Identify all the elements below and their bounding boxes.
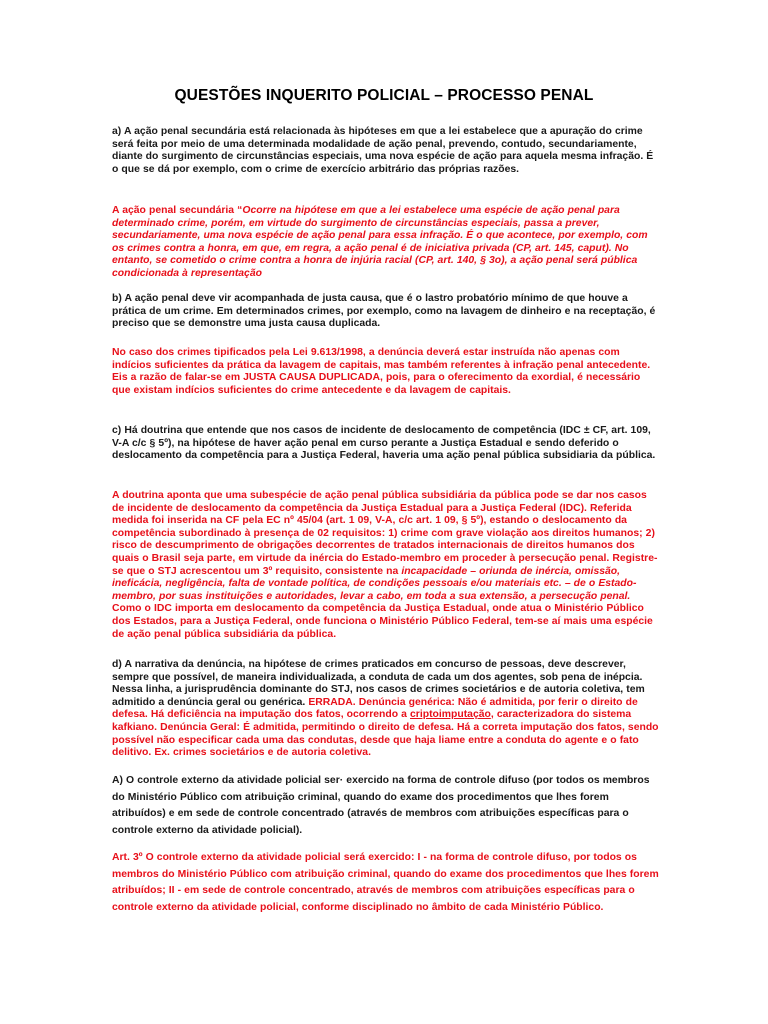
- question-d-text: d) A narrativa da denúncia, na hipótese de crimes praticados em concurso de pessoas, deve descrever, sempre que possível, de maneira individualizada, a conduta de cada um dos agentes, sob pena de inépcia. Nessa linha, a jurisprudência dominante do STJ, nos casos de crimes societários e de autoria coletiva, tem admitido a denúncia geral ou genérica.: [112, 659, 645, 708]
- answer-A: Art. 3º O controle externo da atividade policial será exercido: I - na forma de controle difuso, por todos os membros do Ministério Público com atribuição criminal, quando do exame dos procedimentos que lhes forem atribuídos; II - em sede de controle concentrado, através de membros com atribuições específicas para o controle externo da atividade policial, conforme disciplinado no âmbito de cada Ministério Público.: [112, 852, 659, 913]
- answer-a-intro: A ação penal secundária “: [112, 205, 243, 216]
- question-A: A) O controle externo da atividade policial ser· exercido na forma de controle difuso (por todos os membros do Ministério Público com atribuição criminal, quando do exame dos procedimentos que lhes forem atribuídos) e em sede de controle concentrado (através de membros com atribuições específicas para o controle externo da atividade policial).: [112, 775, 650, 836]
- answer-c: [112, 490, 660, 641]
- answer-c-part-1: A doutrina aponta que uma subespécie de ação penal pública subsidiária da pública pode se dar nos casos de incidente de deslocamento da competência da Justiça Estadual para a Justiça Federal (IDC). Referida medida foi inserida na CF pela EC nº 45/04 (art. 1 09, V-A, c/c art. 1 09, § 5º), estando o deslocamento da competência subordinado à presença de 02 requisitos: 1) crime com grave violação aos direitos humanos; 2) risco de descumprimento de obrigações decorrentes de tratados internacionais de direitos humanos dos quais o Brasil seja parte, em virtude da inércia do Estado-membro em proceder à persecução penal. Registre-se que o STJ acrescentou um 3º requisito, consistente na: [112, 490, 658, 577]
- question-a: a) A ação penal secundária está relacionada às hipóteses em que a lei estabelece que a apuração do crime será feita por meio de uma determinada modalidade de ação penal, prevendo, contudo, secundariamente, diante do surgimento de circunstâncias especiais, uma nova espécie de ação para aquela mesma infração. É o que se dá por exemplo, com o crime de exercício arbitrário das próprias razões.: [112, 126, 654, 175]
- page-title: QUESTÕES INQUERITO POLICIAL – PROCESSO PENAL: [174, 87, 594, 104]
- answer-a: [112, 205, 660, 281]
- question-d: [112, 659, 660, 760]
- answer-d-part-1: ERRADA. Denúncia genérica: Não é admitida, por ferir o direito de defesa. Há deficiência na imputação dos fatos, ocorrendo a: [112, 696, 638, 721]
- answer-a-quote: Ocorre na hipótese em que a lei estabelece uma espécie de ação penal para determinado crime, porém, em virtude do surgimento de circunstâncias especiais, passa a prever, secundariamente, uma nova espécie de ação penal para essa infração. É o que acontece, por exemplo, com os crimes contra a honra, em que, em regra, a ação penal é de iniciativa privada (CP, art. 145, caput). No entanto, se cometido o crime contra a honra de injúria racial (CP, art. 140, § 3o), a ação penal será pública condicionada à representação: [112, 205, 648, 279]
- answer-d-part-2: , caracterizadora do sistema kafkiano. Denúncia Geral: É admitida, permitindo o direito de defesa. Há a correta imputação dos fatos, sendo possível não especificar cada uma das condutas, desde que haja liame entre a conduta do agente e o fato delitivo. Ex. crimes societários e de autoria coletiva.: [112, 709, 659, 759]
- answer-b: No caso dos crimes tipificados pela Lei 9.613/1998, a denúncia deverá estar instruída não apenas com indícios suficientes da prática da lavagem de capitais, mas também referentes à infração penal antecedente. Eis a razão de falar-se em JUSTA CAUSA DUPLICADA, pois, para o oferecimento da exordial, é necessário que existam indícios suficientes do crime antecedente e da lavagem de capitais.: [112, 347, 651, 396]
- answer-c-part-3: Como o IDC importa em deslocamento da competência da Justiça Estadual, onde atua o Ministério Público dos Estados, para a Justiça Federal, onde funciona o Ministério Público Federal, tem-se aí mais uma espécie de ação penal pública subsidiária da pública.: [112, 603, 653, 640]
- question-c: c) Há doutrina que entende que nos casos de incidente de deslocamento de competência (IDC ± CF, art. 109, V-A c/c § 5º), na hipótese de haver ação penal em curso perante a Justiça Estadual e sendo deferido o deslocamento da competência para a Justiça Federal, haveria uma ação penal pública subsidiaria da pública.: [112, 425, 656, 462]
- answer-c-italic: incapacidade – oriunda de inércia, omissão, ineficácia, negligência, falta de vontade política, de condições pessoais e/ou materiais etc. – de o Estado-membro, por suas instituições e autoridades, levar a cabo, em toda a sua extensão, a persecução penal.: [112, 565, 637, 602]
- question-b: b) A ação penal deve vir acompanhada de justa causa, que é o lastro probatório mínimo de que houve a prática de um crime. Em determinados crimes, por exemplo, como na lavagem de dinheiro e na receptação, é preciso que se demonstre uma justa causa duplicada.: [112, 293, 656, 330]
- answer-d-underlined: criptoimputação: [410, 709, 491, 721]
